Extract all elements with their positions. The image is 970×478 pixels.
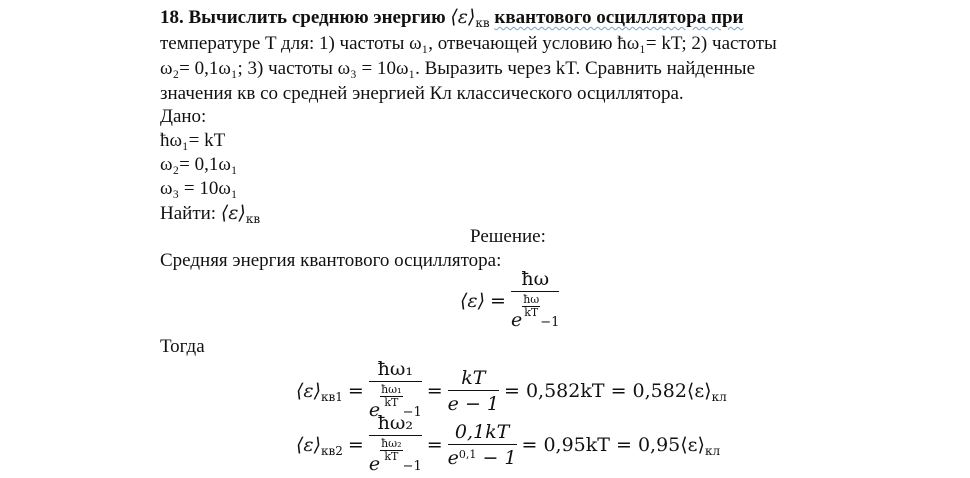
eq2-lhs: $⟨\varepsilon⟩_{кв2}$ bbox=[296, 434, 343, 458]
general-eq: = bbox=[490, 290, 506, 312]
problem-line-3: ω₂= 0,1ω₁; 3) частоты ω₃ = 10ω₁. Выразить через kT. Сравнить найденные bbox=[160, 58, 756, 79]
problem-line-2: температуре T для: 1) частоты ω₁, отвечающей условию ħω₁= kT; 2) частоты bbox=[160, 33, 777, 54]
eq2-fraction: ħω₂ e $\frac{\text{ħω₂}}{kT}$ −1 bbox=[368, 412, 422, 475]
eq1-lhs: $⟨\varepsilon⟩_{кв1}$ bbox=[296, 380, 343, 404]
problem-line1-pre: Вычислить среднюю энергию bbox=[188, 7, 446, 28]
eq1-value: = $0,582kT = 0,582⟨\varepsilon⟩_{кл}$ bbox=[504, 380, 727, 404]
problem-line-1 bbox=[160, 6, 744, 29]
general-numerator: ħω bbox=[511, 268, 559, 292]
general-lhs: ⟨ε⟩ bbox=[460, 290, 486, 312]
avg-energy-symbol: $⟨\varepsilon⟩_{кв}$ bbox=[450, 6, 490, 30]
eq1-mid-fraction: $\frac{kT}{e - 1}$ bbox=[447, 367, 499, 415]
given-item-1: ħω₁= kT bbox=[160, 130, 226, 151]
solution-then: Тогда bbox=[160, 336, 205, 357]
problem-line-4: значения кв со средней энергией Кл классического осциллятора. bbox=[160, 83, 684, 104]
general-fraction bbox=[511, 268, 559, 334]
general-denominator: e $\frac{ħ\omega}{kT}$ −1 bbox=[510, 293, 560, 331]
general-formula bbox=[460, 268, 559, 334]
eq2-mid-fraction: $\frac{0,1kT}{e^{0,1} - 1}$ bbox=[447, 421, 517, 469]
equation-2: $⟨\varepsilon⟩_{кв2}$ = ħω₂ e $\frac{\text{ħω₂}}{kT}$ −1 = $\frac{0,1kT}{e^{0,1} - 1}$ = $0,95kT = 0,95⟨\varepsilon⟩_{кл}$ bbox=[296, 412, 720, 478]
solution-intro: Средняя энергия квантового осциллятора: bbox=[160, 250, 502, 271]
eq2-value: = $0,95kT = 0,95⟨\varepsilon⟩_{кл}$ bbox=[521, 434, 721, 458]
eq1-fraction: ħω₁ e $\frac{\text{ħω₁}}{kT}$ −1 bbox=[368, 358, 422, 421]
find-line bbox=[160, 202, 260, 225]
find-label: Найти: bbox=[160, 203, 217, 224]
given-item-2: ω₂= 0,1ω₁ bbox=[160, 154, 238, 175]
equation-1: $⟨\varepsilon⟩_{кв1}$ = ħω₁ e $\frac{\text{ħω₁}}{kT}$ −1 = $\frac{kT}{e - 1}$ = $0,582kT = 0,582⟨\varepsilon⟩_{кл}$ bbox=[296, 358, 727, 424]
given-item-3: ω₃ = 10ω₁ bbox=[160, 178, 238, 199]
find-symbol: $⟨\varepsilon⟩_{кв}$ bbox=[220, 202, 261, 226]
solution-heading: Решение: bbox=[470, 226, 546, 247]
problem-number: 18. bbox=[160, 7, 184, 28]
problem-line1-post: квантового осциллятора при bbox=[494, 7, 744, 28]
given-heading: Дано: bbox=[160, 106, 207, 127]
